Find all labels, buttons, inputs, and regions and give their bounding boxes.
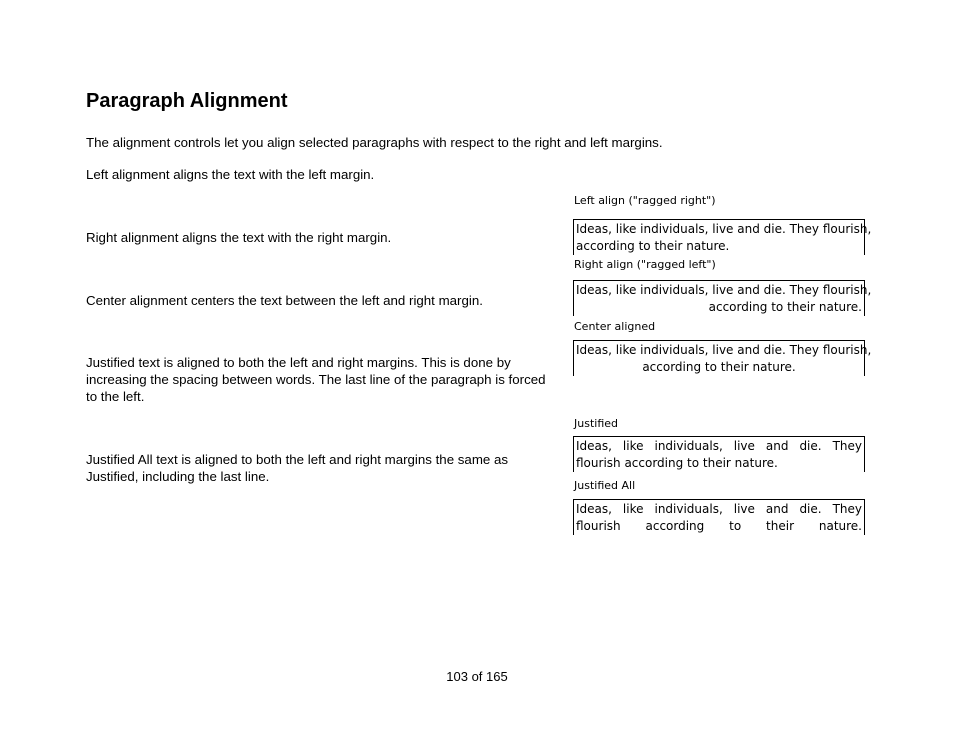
example-text-line: Ideas, like individuals, live and die. They flourish, (576, 343, 872, 357)
page-title: Paragraph Alignment (86, 90, 288, 112)
justified-paragraph: Justified text is aligned to both the left and right margins. This is done by increasing the spacing between words. The last line of the paragraph is forced to the left. (86, 355, 546, 404)
example-text-line: according to their nature. (576, 239, 730, 253)
example-label-center: Center aligned (574, 320, 656, 333)
example-label-right: Right align ("ragged left") (574, 258, 716, 271)
example-text: Ideas, like individuals, live and die. They flourish according to their nature. (576, 502, 862, 533)
example-text-line: according to their nature. (642, 360, 796, 374)
example-box-justified (573, 436, 865, 472)
example-box-center (573, 340, 872, 376)
example-text-line: Ideas, like individuals, live and die. They flourish, (576, 283, 872, 297)
center-alignment-paragraph: Center alignment centers the text between the left and right margin. (86, 293, 483, 308)
justified-all-paragraph: Justified All text is aligned to both the left and right margins the same as Justified, including the last line. (86, 452, 509, 484)
page-number: 103 of 165 (446, 669, 508, 684)
example-box-left (573, 219, 872, 255)
right-alignment-paragraph: Right alignment aligns the text with the right margin. (86, 230, 392, 245)
example-text: Ideas, like individuals, live and die. They flourish according to their nature. (576, 439, 862, 470)
intro-paragraph: The alignment controls let you align selected paragraphs with respect to the right and left margins. (86, 135, 663, 150)
left-alignment-paragraph: Left alignment aligns the text with the left margin. (86, 167, 375, 182)
example-label-justified: Justified (574, 417, 618, 430)
example-text-line: Ideas, like individuals, live and die. They flourish, (576, 222, 872, 236)
example-text-line: according to their nature. (708, 300, 862, 314)
example-label-justified-all: Justified All (574, 479, 636, 492)
example-box-justified-all (573, 499, 865, 535)
example-box-right (573, 280, 872, 316)
example-label-left: Left align ("ragged right") (574, 194, 716, 207)
